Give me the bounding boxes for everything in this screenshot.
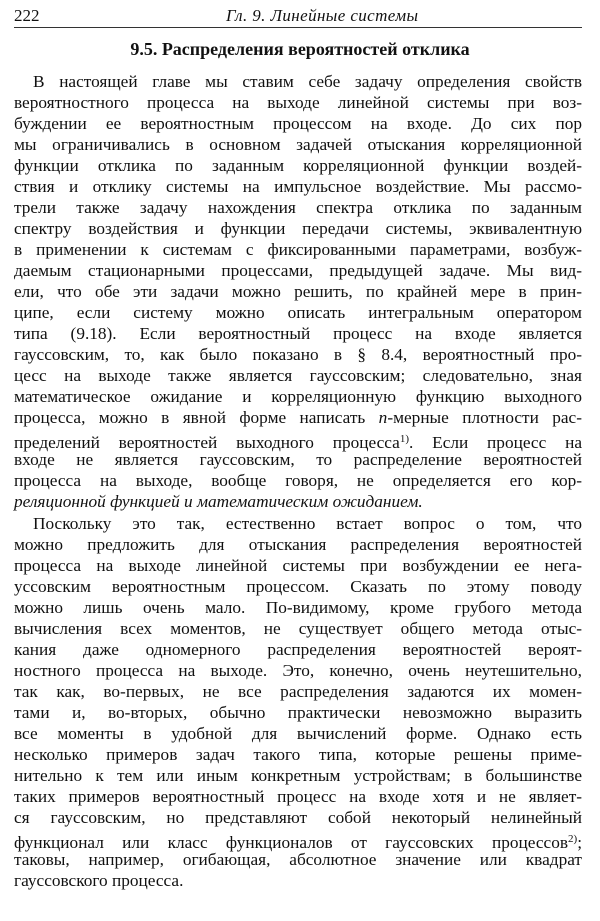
text-line: В настоящей главе мы ставим себе задачу определения свойств (33, 72, 582, 91)
text-fragment: ; (577, 833, 582, 852)
text-line: типа (9.18). Если вероятностный процесс на входе является (14, 324, 582, 343)
text-line: даемым стационарными процессами, предыдущей задаче. Мы вид- (14, 261, 582, 280)
text-fragment: . Если процесс на (409, 433, 582, 452)
text-line: ностного процесса на выходе. Это, конечно, очень неутешительно, (14, 661, 582, 680)
text-line: тами и, во-вторых, обычно практически невозможно выразить (14, 703, 582, 722)
text-line: все моменты в удобной для вычислений форме. Однако есть (14, 724, 582, 743)
text-line: Поскольку это так, естественно встает вопрос о том, что (33, 514, 582, 533)
text-fragment: пределений вероятностей выходного процесса (14, 433, 400, 452)
page-number: 222 (14, 6, 40, 25)
text-line: гауссовского процесса. (14, 871, 184, 890)
text-line: ципе, если систему можно описать интегральным оператором (14, 303, 582, 322)
page-header (14, 3, 582, 28)
text-line: процесса на выходе линейной системы при возбуждении ее негa- (14, 556, 582, 575)
footnote-ref-1: 1) (399, 433, 410, 445)
text-fragment: процесса, можно в явной форме написать (14, 408, 379, 427)
section-title: 9.5. Распределения вероятностей отклика (130, 39, 470, 59)
text-line: таких примеров вероятностный процесс на входе хотя и не являет- (14, 787, 582, 806)
text-line: в применении к системам с фиксированными параметрами, возбуж- (14, 240, 582, 259)
text-line: несколько примеров задач такого типа, которые решены приме- (14, 745, 582, 764)
text-line: процесса на выходе, вообще говоря, не определяется его кор- (14, 471, 582, 490)
text-line: мы ограничивались в основном задачей отыскания корреляционной (14, 135, 582, 154)
text-line: ели, что обе эти задачи можно решить, по крайней мере в прин- (14, 282, 582, 301)
text-line: входе не является гауссовским, то распределение вероятностей (14, 450, 582, 469)
running-head: Гл. 9. Линейные системы (226, 6, 419, 25)
text-line: цесс на выходе также является гауссовским; следовательно, зная (14, 366, 582, 385)
text-line: буждении ее вероятностным процессом на входе. До сих пор (14, 114, 582, 133)
text-line: можно предложить для отыскания распределения вероятностей (14, 535, 582, 554)
text-line: трели также задачу нахождения спектра отклика по заданным (14, 198, 582, 217)
math-variable-n: n (378, 408, 388, 427)
text-line: нительно к тем или иным конкретным устройствам; в большинстве (14, 766, 582, 785)
text-line: так как, во-первых, не все распределения задаются их момен- (14, 682, 582, 701)
text-line: спектру воздействия и функции передачи системы, эквивалентную (14, 219, 582, 238)
text-line: ствия и отклику системы на импульсное воздействие. Мы рассмо- (14, 177, 582, 196)
text-line (14, 408, 582, 428)
text-fragment: -мерные плотности рас- (387, 408, 582, 427)
text-line: функции отклика по заданным корреляционной функции воздей- (14, 156, 582, 175)
text-line: реляционной функцией и математическим ожиданием. (14, 492, 423, 511)
text-line: можно лишь очень мало. По-видимому, кроме грубого метода (14, 598, 582, 617)
text-line: ся гауссовским, но представляют собой некоторый нелинейный (14, 808, 582, 827)
text-line: гауссовским, то, как было показано в § 8.4, вероятностный про- (14, 345, 582, 364)
text-line: математическое ожидание и корреляционную функцию выходного (14, 387, 582, 406)
text-line: таковы, например, огибающая, абсолютное значение или квадрат (14, 850, 582, 869)
text-fragment: функционал или класс функционалов от гауссовских процессов (14, 833, 569, 852)
text-line: вероятностного процесса на выходе линейной системы при воз- (14, 93, 582, 112)
text-line: уссовским вероятностным процессом. Сказать по этому поводу (14, 577, 582, 596)
text-line: вычисления всех моментов, не существует общего метода отыс- (14, 619, 582, 638)
footnote-ref-2: 2) (568, 833, 578, 845)
text-line: кания даже одномерного распределения вероятностей вероят- (14, 640, 582, 659)
